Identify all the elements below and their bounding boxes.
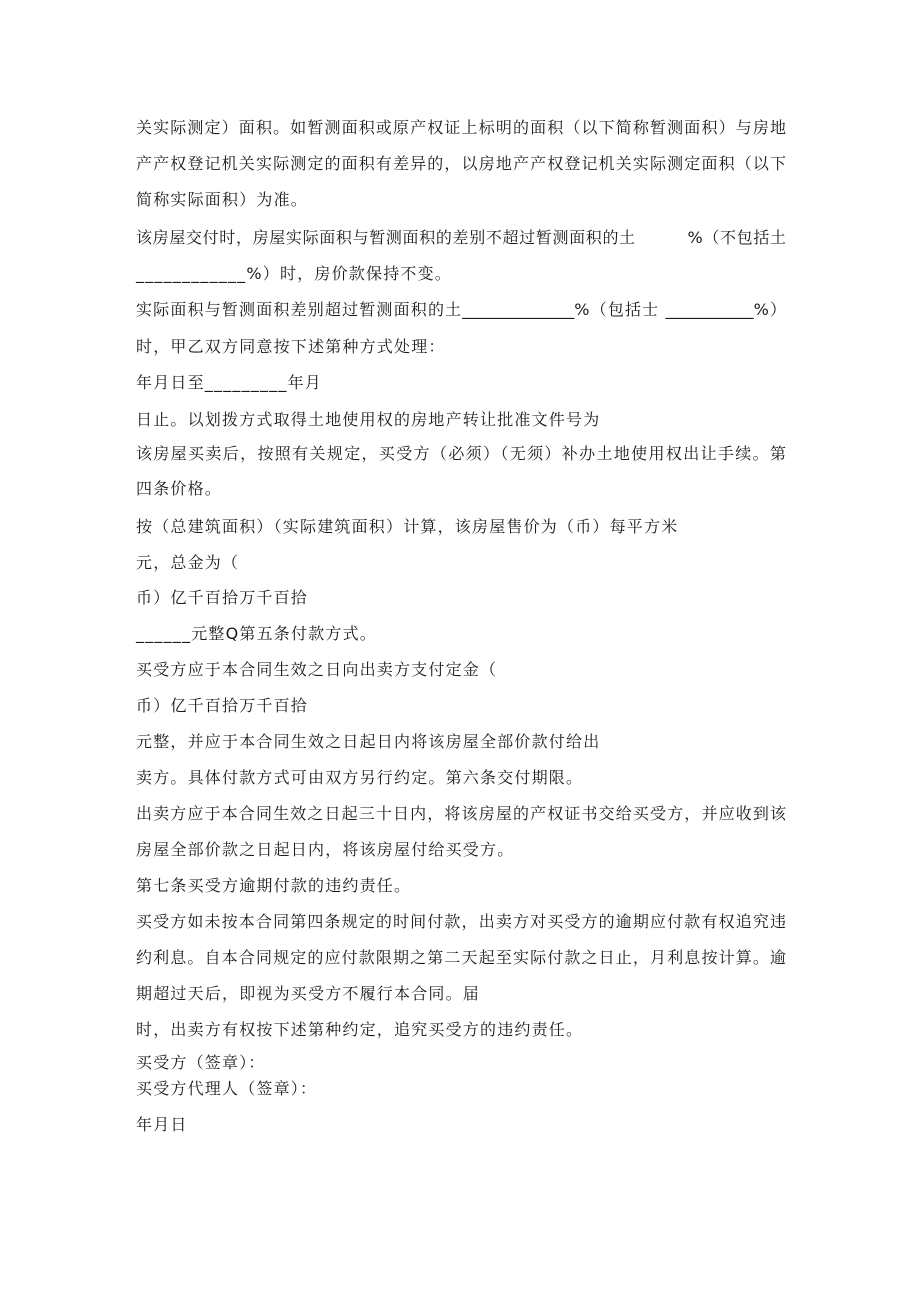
- text-line: 期超过天后，即视为买受方不履行本合同。届: [136, 984, 481, 1003]
- text-line: 按（总建筑面积）（实际建筑面积）计算，该房屋售价为（币）每平方米: [136, 517, 679, 536]
- text-line: 年月日至_________年月: [136, 373, 323, 392]
- text-line: 简称实际面积）为准。: [136, 190, 309, 209]
- text-line: 关实际测定）面积。如暂测面积或原产权证上标明的面积（以下简称暂测面积）与房地: [136, 118, 786, 137]
- signature-label-buyer: 买受方（签章）：: [136, 1053, 266, 1072]
- text-line: 买受方如未按本合同第四条规定的时间付款，出卖方对买受方的逾期应付款有权追究违: [136, 912, 786, 931]
- text-line: 时，甲乙双方同意按下述第种方式处理：: [136, 337, 446, 356]
- text-line: 日止。以划拨方式取得土地使用权的房地产转让批准文件号为: [136, 410, 601, 429]
- text-line: 该房屋买卖后，按照有关规定，买受方（必须）（无须）补办土地使用权出让手续。第: [136, 444, 786, 463]
- text-line: 元，总金为（: [136, 553, 240, 572]
- text-line: 元整，并应于本合同生效之日起日内将该房屋全部价款付给出: [136, 732, 601, 751]
- text-line: 出卖方应于本合同生效之日起三十日内，将该房屋的产权证书交给买受方，并应收到该: [136, 804, 786, 823]
- text-line: 该房屋交付时，房屋实际面积与暂测面积的差别不超过暂测面积的土 %（不包括土: [136, 228, 786, 247]
- text-line: 卖方。具体付款方式可由双方另行约定。第六条交付期限。: [136, 768, 584, 787]
- date-label: 年月日: [136, 1115, 188, 1134]
- text-line: 币）亿千百拾万千百拾: [136, 588, 309, 607]
- text-line: 实际面积与暂测面积差别超过暂测面积的土______________%（包括士 ___________%）: [136, 300, 786, 319]
- text-line: 第七条买受方逾期付款的违约责任。: [136, 876, 412, 895]
- text-line: 买受方应于本合同生效之日向出卖方支付定金（: [136, 660, 498, 679]
- text-line: 产产权登记机关实际测定的面积有差异的，以房地产产权登记机关实际测定面积（以下: [136, 154, 786, 173]
- text-line: ______元整Q第五条付款方式。: [136, 624, 377, 643]
- text-line: 房屋全部价款之日起日内，将该房屋付给买受方。: [136, 840, 515, 859]
- text-line: 约利息。自本合同规定的应付款限期之第二天起至实际付款之日止，月利息按计算。逾: [136, 948, 786, 967]
- text-line: 币）亿千百拾万千百拾: [136, 696, 309, 715]
- text-line: ____________%）时，房价款保持不变。: [136, 264, 453, 283]
- text-line: 四条价格。: [136, 479, 223, 498]
- text-line: 时，出卖方有权按下述第种约定，追究买受方的违约责任。: [136, 1020, 584, 1039]
- signature-label-buyer-agent: 买受方代理人（签章）：: [136, 1079, 318, 1098]
